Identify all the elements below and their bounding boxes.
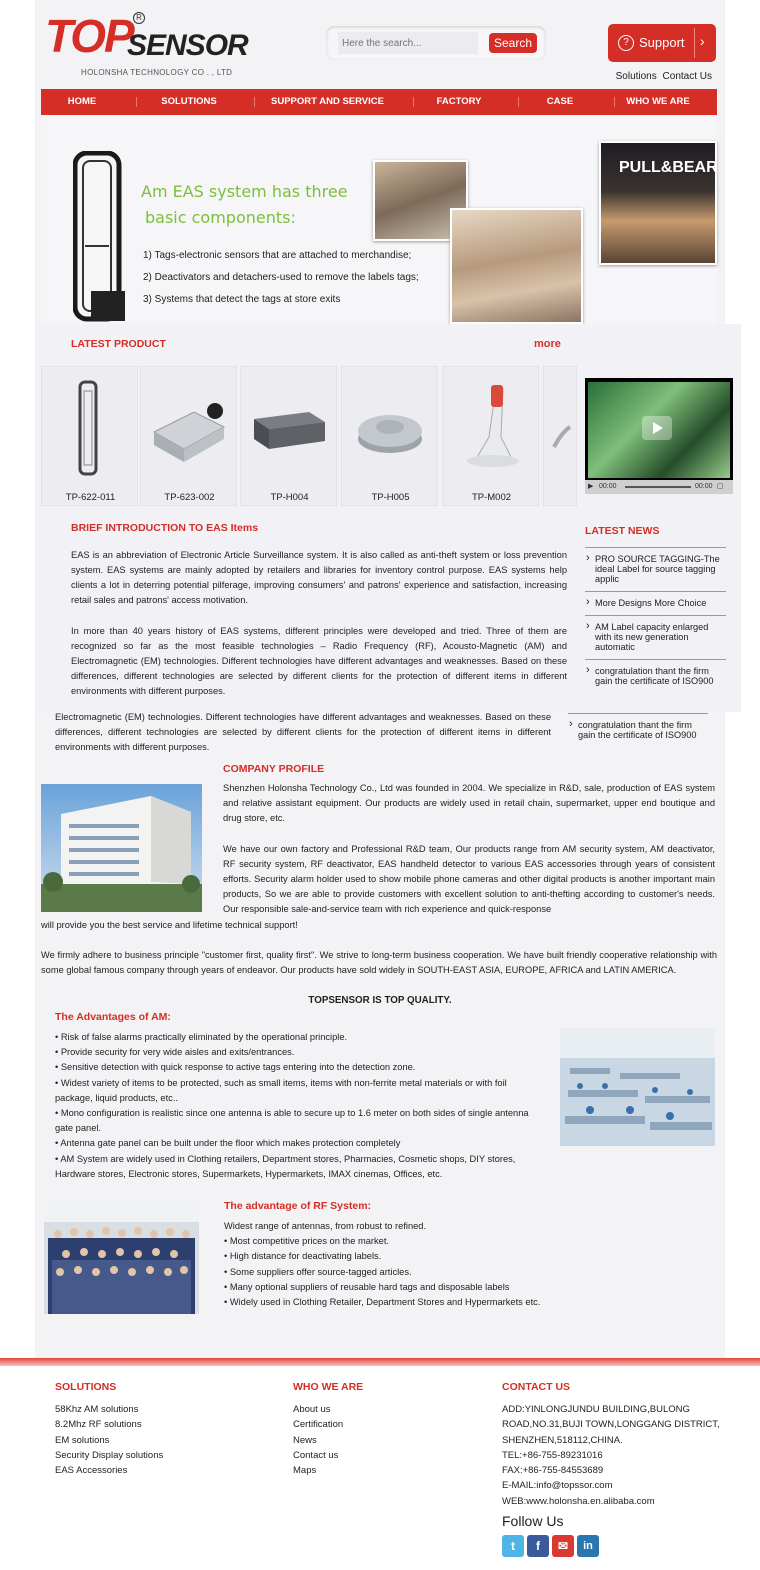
company-profile-title: COMPANY PROFILE — [223, 763, 325, 775]
nav-home[interactable]: HOME — [67, 96, 97, 107]
chevron-right-icon: › — [700, 33, 705, 49]
footer-link[interactable]: 8.2Mhz RF solutions — [55, 1419, 142, 1431]
list-item: • Most competitive prices on the market. — [224, 1236, 389, 1247]
list-item: • Widest variety of items to be protected, such as small items, items with non-ferrite metal materials or with foil package, liquid products, etc.. — [55, 1077, 507, 1103]
list-item: • Widely used in Clothing Retailer, Department Stores and Hypermarkets etc. — [224, 1297, 541, 1308]
linkedin-icon[interactable]: in — [577, 1535, 599, 1557]
facebook-icon[interactable]: f — [527, 1535, 549, 1557]
company-paragraph-tail: will provide you the best service and lifetime technical support! — [41, 920, 298, 930]
main-nav — [41, 89, 717, 115]
storefront-photo — [599, 141, 717, 265]
company-paragraph: We have our own factory and Professional R&D team, Our products range from AM security system, AM deactivator, RF security system, RF deactivator, EAS handheld detector to various EAS accessories through years of consistent efforts. Security alarm holder used to show mobile phone cameras and other digital products is another important main products, So we are able to provide customers with excellent solution to anti-thefting according to customer's needs. Our responsible sale-and-service team with rich experience and quick-response — [223, 844, 715, 914]
footer-link[interactable]: EM solutions — [55, 1434, 110, 1446]
logo-sensor-text: SENSOR — [127, 29, 248, 62]
news-item[interactable]: › More Designs More Choice — [585, 591, 726, 613]
list-item: • Risk of false alarms practically eliminated by the operational principle. — [55, 1032, 348, 1042]
video-controls[interactable] — [585, 480, 733, 494]
product-name: TP-H005 — [371, 492, 410, 503]
list-item: • Many optional suppliers of reusable hard tags and disposable labels — [224, 1281, 510, 1292]
product-name: TP-622-011 — [65, 492, 116, 503]
nav-who-we-are[interactable]: WHO WE ARE — [626, 96, 690, 107]
footer-link[interactable]: Contact us — [293, 1449, 339, 1461]
brief-paragraph: EAS is an abbreviation of Electronic Article Surveillance system. It is also called as anti-theft system or loss prevention system. EAS systems are mainly adopted by retailers and libraries for inventory control purpose. EAS systems help clients a lot in deterring potential pilferage, improving consumers' and patrons' experience and satisfaction, increasing retail sales and patrons' access motivation. — [71, 550, 567, 605]
brief-intro-title: BRIEF INTRODUCTION TO EAS Items — [71, 522, 259, 534]
team-photo — [44, 1198, 199, 1314]
building-photo — [41, 784, 202, 912]
list-item: • Provide security for very wide aisles and exits/entrances. — [55, 1047, 295, 1058]
am-advantages-list — [55, 1030, 530, 1182]
twitter-icon[interactable]: t — [502, 1535, 524, 1557]
contact-line: ADD:YINLONGJUNDU BUILDING,BULONG — [502, 1404, 690, 1415]
footer-link[interactable]: EAS Accessories — [55, 1465, 128, 1477]
brief-paragraph-overflow: Electromagnetic (EM) technologies. Different technologies have different advantages and weaknesses. Based on these differences, different technologies are selected by different clients for the protection of different items in different environments with different purposes. — [55, 712, 551, 752]
rf-advantages-title: The advantage of RF System: — [224, 1200, 372, 1212]
play-button-icon[interactable]: ▶ — [588, 483, 594, 490]
registered-mark: R — [133, 12, 145, 24]
banner-point: 2) Deactivators and detachers-used to remove the labels tags; — [143, 272, 419, 283]
quality-statement: TOPSENSOR IS TOP QUALITY. — [308, 995, 452, 1006]
banner-headline: Am EAS system has three — [141, 182, 348, 201]
eas-gate-image — [73, 151, 125, 323]
product-card[interactable] — [240, 366, 337, 506]
product-image — [249, 377, 329, 477]
product-card[interactable] — [41, 366, 138, 506]
footer-divider — [0, 1358, 760, 1366]
footer-link[interactable]: 58Khz AM solutions — [55, 1404, 139, 1415]
nav-case[interactable]: CASE — [546, 96, 574, 107]
logo-top-text: TOP — [45, 10, 133, 62]
product-name: TP-M002 — [471, 492, 512, 503]
factory-photo — [560, 1028, 715, 1146]
list-item: • AM System are widely used in Clothing retailers, Department stores, Pharmacies, Cosmetic shops, DIY stores, Hardware stores, Electronic stores, Supermarkets, Hypermarkets, IMAX cinemas, Offices, etc. — [55, 1153, 516, 1179]
news-item[interactable]: › AM Label capacity enlarged with its new generation automatic — [585, 615, 726, 657]
product-name: TP-623-002 — [164, 492, 215, 503]
am-advantages-title: The Advantages of AM: — [55, 1011, 171, 1023]
product-image — [350, 377, 430, 477]
hero-banner[interactable] — [41, 117, 717, 324]
rf-advantages-list — [224, 1219, 704, 1310]
list-item: • Sensitive detection with quick response to active tags entering into the detection zone. — [55, 1062, 416, 1073]
divider — [694, 28, 695, 58]
store-sign: PULL&BEAR — [619, 159, 718, 176]
contact-line: SHENZHEN,518112,CHINA. — [502, 1434, 623, 1446]
contact-web[interactable]: WEB:www.holonsha.en.alibaba.com — [502, 1495, 655, 1507]
nav-factory[interactable]: FACTORY — [436, 96, 482, 107]
product-card[interactable] — [341, 366, 438, 506]
footer-contact-info — [502, 1402, 732, 1509]
brief-paragraph: In more than 40 years history of EAS systems, different principles were developed and tried. Three of them are recognized so far as the most feasible technologies – Radio Frequency (RF), Acousto-Magnetic (AM) and Electromagnetic (EM) technologies. Different technologies have different advantages and weaknesses. Based on these differences, different technologies are selected by different clients for the protection of different items in different environments with different purposes. — [71, 626, 567, 696]
company-paragraph: Shenzhen Holonsha Technology Co., Ltd was founded in 2004. We specialize in R&D, sale, production of EAS system and relative assistant equipment. Our products are widely used in retail chain, supermarket, upper end boutique and drug store, etc. — [223, 783, 715, 823]
footer-contact-title: CONTACT US — [502, 1381, 571, 1393]
product-image — [451, 377, 531, 477]
news-item[interactable]: › congratulation thant the firm gain the certificate of ISO900 — [585, 659, 726, 691]
top-links — [600, 71, 712, 82]
banner-point: 3) Systems that detect the tags at store exits — [143, 294, 341, 305]
footer-link[interactable]: News — [293, 1434, 317, 1446]
support-label: Support — [639, 35, 685, 50]
more-link[interactable]: more — [534, 338, 561, 350]
contact-email[interactable]: E-MAIL:info@topssor.com — [502, 1480, 613, 1492]
product-card[interactable] — [140, 366, 237, 506]
contact-phone: TEL:+86-755-89231016 — [502, 1449, 603, 1461]
banner-point: 1) Tags-electronic sensors that are attached to merchandise; — [143, 250, 412, 261]
help-icon: ? — [618, 35, 634, 51]
news-item-overflow[interactable]: › congratulation thant the firm gain the certificate of ISO900 — [568, 713, 708, 745]
video-player[interactable] — [585, 378, 733, 494]
latest-product-title: LATEST PRODUCT — [71, 338, 166, 350]
logo-subtitle: HOLONSHA TECHNOLOGY CO . , LTD — [81, 68, 233, 77]
search-input[interactable] — [338, 32, 478, 54]
footer-link[interactable]: Security Display solutions — [55, 1449, 164, 1461]
footer-link[interactable]: Maps — [293, 1465, 317, 1477]
time-end: 00:00 — [695, 483, 713, 490]
footer-link[interactable]: Certification — [293, 1419, 344, 1431]
list-item: • High distance for deactivating labels. — [224, 1251, 382, 1262]
company-paragraph: We firmly adhere to business principle "customer first, quality first". We strive to long-term business cooperation. We have built friendly cooperative relationship with some global famous company through years of endeavor. Our products have sold widely in SOUTH-EAST ASIA, EUROPE, AFRICA and LATIN AMERICA. — [41, 950, 717, 975]
list-item: • Some suppliers offer source-tagged articles. — [224, 1266, 412, 1277]
contact-line: ROAD,NO.31,BUJI TOWN,LONGGANG DISTRICT, — [502, 1419, 720, 1431]
contact-fax: FAX:+86-755-84553689 — [502, 1465, 604, 1477]
product-card[interactable] — [442, 366, 539, 506]
list-item: • Mono configuration is realistic since one antenna is able to secure up to 1.6 meter on both sides of single antenna gate panel. — [55, 1108, 529, 1134]
link-solutions[interactable]: Solutions — [615, 71, 657, 82]
nav-support-and-service[interactable]: SUPPORT AND SERVICE — [271, 96, 384, 107]
footer-who-list — [293, 1402, 343, 1478]
support-button[interactable] — [608, 24, 716, 62]
footer-who-title: WHO WE ARE — [293, 1381, 364, 1393]
product-image — [552, 422, 572, 452]
footer-solutions-list — [55, 1402, 163, 1478]
mall-photo — [450, 208, 583, 324]
product-image — [50, 377, 130, 477]
footer-solutions-title: SOLUTIONS — [55, 1381, 117, 1393]
fullscreen-icon[interactable]: ▢ — [717, 483, 724, 490]
nav-solutions[interactable]: SOLUTIONS — [161, 96, 217, 107]
list-item: • Antenna gate panel can be built under the floor which makes protection completely — [55, 1138, 401, 1149]
product-image — [149, 377, 229, 477]
latest-news-title: LATEST NEWS — [585, 525, 660, 537]
banner-headline-2: basic components: — [145, 208, 296, 227]
email-icon[interactable]: ✉ — [552, 1535, 574, 1557]
follow-us-title: Follow Us — [502, 1513, 564, 1529]
logo[interactable] — [45, 10, 255, 77]
seek-bar[interactable] — [625, 486, 691, 488]
link-contact-us[interactable]: Contact Us — [662, 71, 712, 82]
product-name: TP-H004 — [270, 492, 309, 503]
search-button[interactable]: Search — [489, 33, 537, 53]
product-card-partial[interactable] — [543, 366, 577, 506]
time-start: 00:00 — [599, 483, 617, 490]
news-item[interactable]: › PRO SOURCE TAGGING-The ideal Label for source tagging applic — [585, 547, 726, 589]
list-item: Widest range of antennas, from robust to refined. — [224, 1221, 427, 1231]
footer-link[interactable]: About us — [293, 1404, 331, 1415]
play-icon[interactable] — [642, 416, 672, 440]
